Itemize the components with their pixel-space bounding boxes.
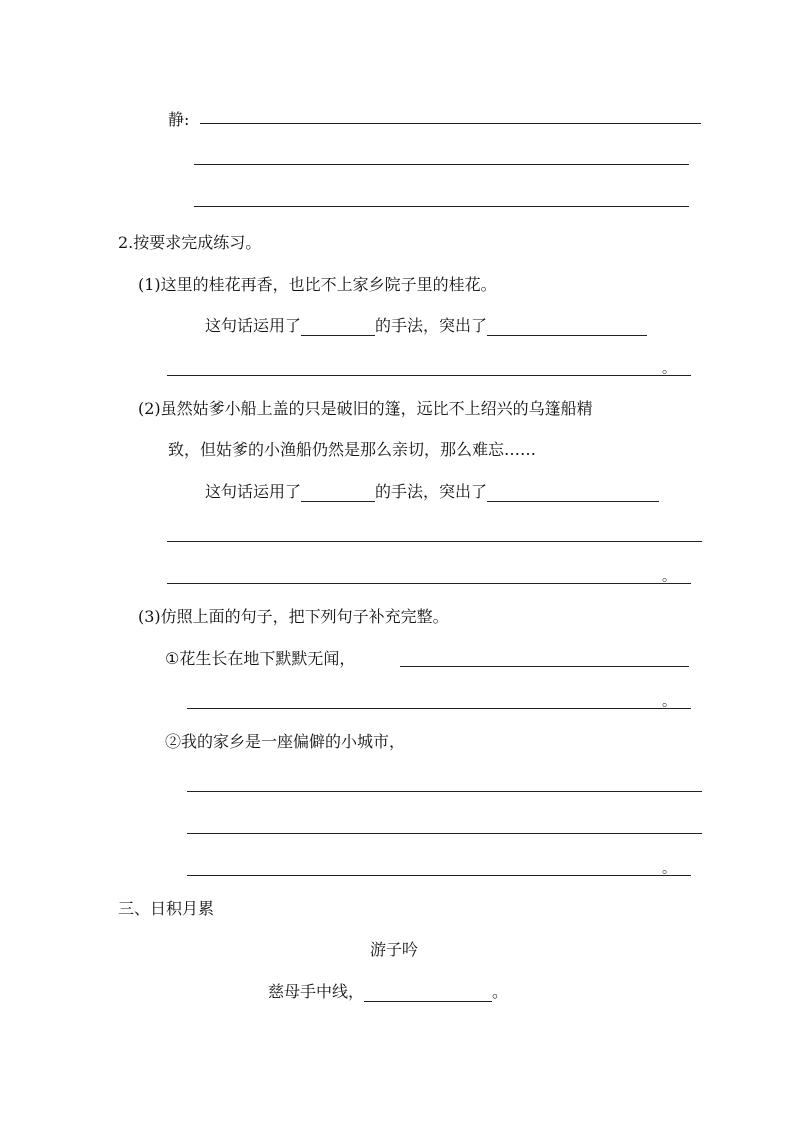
- answer-blank[interactable]: [301, 483, 375, 502]
- end-mark: 。: [492, 982, 509, 1001]
- prompt-line: [205, 482, 659, 502]
- example-sentence-cont: 致，但姑爹的小渔船仍然是那么亲切，那么难忘……: [168, 440, 537, 459]
- end-mark: 。: [662, 569, 676, 585]
- answer-line[interactable]: [167, 541, 702, 542]
- prompt-text: 的手法，突出了: [375, 482, 488, 501]
- sub-question-number: (3): [138, 607, 161, 626]
- prompt-line: [205, 316, 647, 336]
- answer-line[interactable]: [194, 206, 689, 207]
- example-sentence: 虽然姑爹小船上盖的只是破旧的篷，远比不上绍兴的乌篷船精: [160, 399, 593, 418]
- answer-blank[interactable]: [487, 483, 659, 502]
- end-mark: 。: [662, 361, 676, 377]
- answer-line[interactable]: [187, 875, 691, 876]
- sub-question-number: (2): [138, 399, 161, 418]
- item-1: [165, 649, 355, 669]
- answer-blank[interactable]: [364, 983, 492, 1002]
- answer-line[interactable]: [400, 666, 689, 667]
- end-mark: 。: [662, 694, 676, 710]
- item-1-text: ①花生长在地下默默无闻，: [165, 649, 356, 668]
- answer-blank[interactable]: [487, 317, 647, 336]
- example-sentence: 这里的桂花再香，也比不上家乡院子里的桂花。: [160, 275, 497, 294]
- sub-question-2: [138, 399, 593, 419]
- answer-blank[interactable]: [301, 317, 375, 336]
- prompt-text: 这句话运用了: [205, 316, 302, 335]
- question-2-title: 2.按要求完成练习。: [118, 233, 262, 252]
- jing-label: 静:: [168, 110, 190, 129]
- sub-question-1: [138, 275, 497, 295]
- poem-line-text: 慈母手中线，: [268, 982, 365, 1001]
- prompt-text: 的手法，突出了: [375, 316, 488, 335]
- answer-line[interactable]: [167, 583, 691, 584]
- sub-question-3: [138, 607, 449, 627]
- instruction-text: 仿照上面的句子，把下列句子补充完整。: [160, 607, 449, 626]
- answer-line[interactable]: [167, 375, 691, 376]
- end-mark: 。: [662, 861, 676, 877]
- answer-line[interactable]: [200, 123, 701, 124]
- section-3-title: 三、日积月累: [118, 899, 215, 918]
- answer-line[interactable]: [194, 164, 689, 165]
- answer-line[interactable]: [187, 708, 691, 709]
- poem-title: 游子吟: [370, 940, 419, 959]
- sub-question-number: (1): [138, 275, 161, 294]
- poem-line-1: [268, 982, 508, 1002]
- answer-line[interactable]: [187, 833, 702, 834]
- answer-line[interactable]: [187, 791, 702, 792]
- prompt-text: 这句话运用了: [205, 482, 302, 501]
- item-2: ②我的家乡是一座偏僻的小城市，: [165, 732, 406, 751]
